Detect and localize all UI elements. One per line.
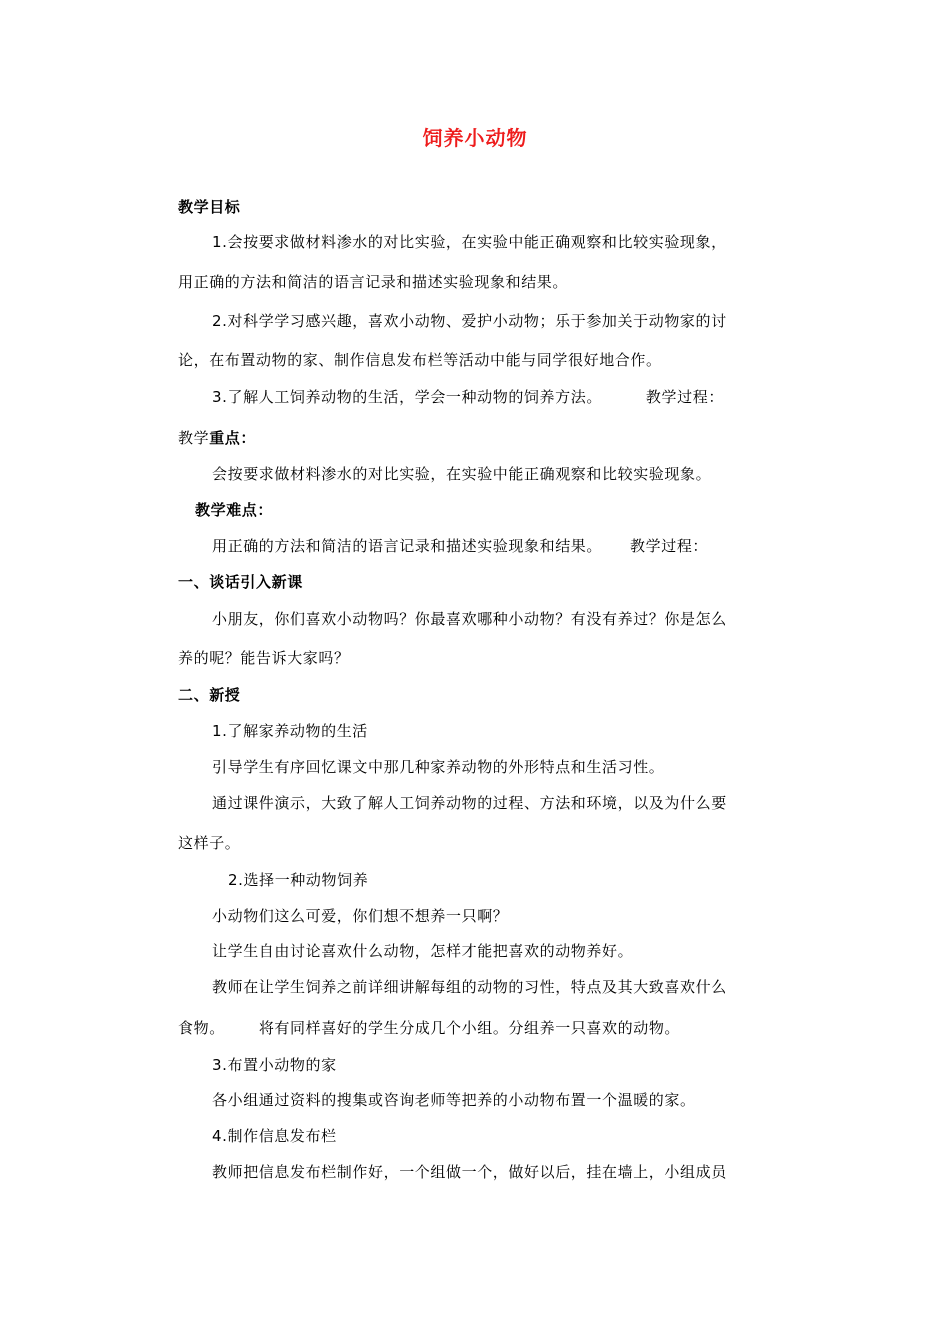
subsection-2-para-3-line-2a: 食物。 [178,1019,225,1037]
section-1-para-line-2: 养的呢？能告诉大家吗？ [178,649,350,667]
objective-1-line-1: 1.会按要求做材料渗水的对比实验，在实验中能正确观察和比较实验现象， [212,233,727,251]
subsection-2-para-1: 小动物们这么可爱，你们想不想养一只啊？ [212,907,509,925]
subsection-3-title: 3.布置小动物的家 [212,1056,337,1074]
subsection-2-para-3-line-1: 教师在让学生饲养之前详细讲解每组的动物的习性，特点及其大致喜欢什么 [212,978,727,996]
objective-3-text: 3.了解人工饲养动物的生活，学会一种动物的饲养方法。 [212,388,602,406]
objective-1-line-2: 用正确的方法和简洁的语言记录和描述实验现象和结果。 [178,273,569,291]
subsection-1-title: 1.了解家养动物的生活 [212,722,368,740]
objectives-heading: 教学目标 [178,198,241,216]
objective-3 [212,387,724,407]
subsection-2-para-2: 让学生自由讨论喜欢什么动物，怎样才能把喜欢的动物养好。 [212,942,634,960]
key-points-heading-bold: 重点： [209,429,257,447]
subsection-4-para: 教师把信息发布栏制作好，一个组做一个，做好以后，挂在墙上，小组成员 [212,1163,727,1181]
section-1-heading: 一、谈话引入新课 [178,573,303,591]
subsection-3-para: 各小组通过资料的搜集或咨询老师等把养的小动物布置一个温暖的家。 [212,1091,696,1109]
key-points-heading [178,428,256,448]
subsection-2-title: 2.选择一种动物饲养 [228,871,369,889]
subsection-1-para-2-line-2: 这样子。 [178,834,241,852]
objective-2-line-2: 论，在布置动物的家、制作信息发布栏等活动中能与同学很好地合作。 [178,351,662,369]
subsection-2-para-3-line-2b: 将有同样喜好的学生分成几个小组。分组养一只喜欢的动物。 [258,1019,681,1037]
subsection-4-title: 4.制作信息发布栏 [212,1127,337,1145]
difficulties-line [212,536,708,556]
objective-3-trailing: 教学过程： [645,388,724,406]
document-title: 饲养小动物 [422,126,528,150]
difficulties-heading: 教学难点： [195,501,274,519]
subsection-1-para-1: 引导学生有序回忆课文中那几种家养动物的外形特点和生活习性。 [212,758,665,776]
subsection-1-para-2-line-1: 通过课件演示，大致了解人工饲养动物的过程、方法和环境，以及为什么要 [212,794,727,812]
section-2-heading: 二、新授 [178,686,241,704]
objective-2-line-1: 2.对科学学习感兴趣，喜欢小动物、爱护小动物；乐于参加关于动物家的讨 [212,312,727,330]
subsection-2-para-3-line-2 [178,1018,680,1038]
key-points-heading-prefix: 教学 [178,429,210,447]
difficulties-text: 用正确的方法和简洁的语言记录和描述实验现象和结果。 [212,537,603,555]
section-1-para-line-1: 小朋友，你们喜欢小动物吗？你最喜欢哪种小动物？有没有养过？你是怎么 [212,610,727,628]
key-points-text: 会按要求做材料渗水的对比实验，在实验中能正确观察和比较实验现象。 [212,465,712,483]
difficulties-trailing: 教学过程： [630,537,709,555]
